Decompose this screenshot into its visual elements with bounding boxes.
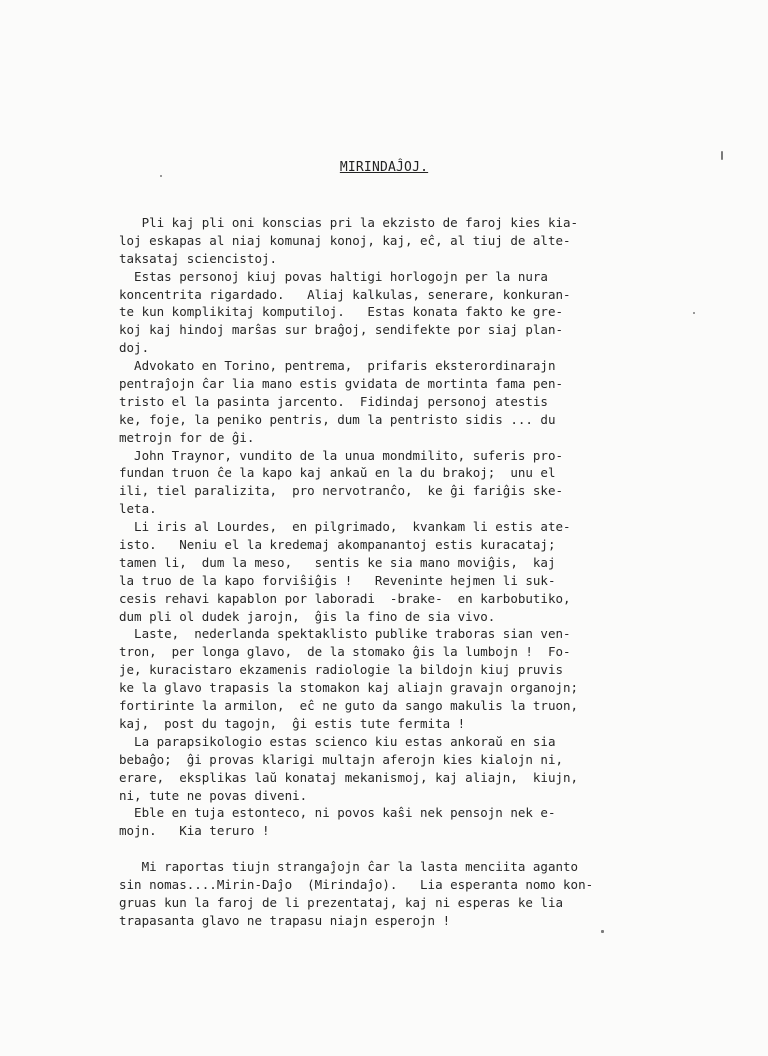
scan-speck [601,930,604,933]
text-line: taksataj sciencistoj. [119,250,278,266]
text-line: Mi raportas tiujn strangaĵojn ĉar la lasta menciita aganto [119,859,579,875]
text-line: Eble en tuja estonteco, ni povos kaŝi nek pensojn nek e- [119,805,556,821]
text-line: cesis rehavi kapablon por laboradi -brake- en karbobutiko, [119,590,571,606]
page-title: MIRINDAĴOJ. [339,160,429,175]
text-line: koj kaj hindoj marŝas sur braĝoj, sendifekte por siaj plan- [119,322,564,338]
text-line: pentraĵojn ĉar lia mano estis gvidata de mortinta fama pen- [119,376,564,392]
text-line: sin nomas....Mirin-Daĵo (Mirindaĵo). Lia esperanta nomo kon- [119,876,594,892]
text-line: La parapsikologio estas scienco kiu estas ankoraŭ en sia [119,733,556,749]
text-line: erare, eksplikas laŭ konataj mekanismoj, kaj aliajn, kiujn, [119,769,579,785]
text-line: Advokato en Torino, pentrema, prifaris eksterordinarajn [119,358,556,374]
text-line: ke, foje, la peniko pentris, dum la pentristo sidis ... du [119,411,556,427]
text-line: metrojn for de ĝi. [119,429,255,445]
text-line: tamen li, dum la meso, sentis ke sia mano moviĝis, kaj [119,554,556,570]
text-line: la truo de la kapo forviŝiĝis ! Reveninte hejmen li suk- [119,572,556,588]
text-line: dum pli ol dudek jarojn, ĝis la fino de sia vivo. [119,608,496,624]
text-line: tron, per longa glavo, de la stomako ĝis la lumbojn ! Fo- [119,644,571,660]
text-line: loj eskapas al niaj komunaj konoj, kaj, eĉ, al tiuj de alte- [119,232,571,248]
text-line: ili, tiel paralizita, pro nervotranĉo, ke ĝi fariĝis ske- [119,483,564,499]
text-line: fortirinte la armilon, eĉ ne guto da sango makulis la truon, [119,698,579,714]
scan-speck [160,175,162,177]
text-line [119,840,709,858]
text-line: John Traynor, vundito de la unua mondmilito, suferis pro- [119,447,564,463]
scan-speck [721,151,723,160]
text-line: je, kuracistaro ekzamenis radiologie la bildojn kiuj pruvis [119,662,564,678]
text-line: Laste, nederlanda spektaklisto publike traboras sian ven- [119,626,571,642]
body-text [119,214,709,930]
text-line: te kun komplikitaj komputiloj. Estas konata fakto ke gre- [119,304,564,320]
text-line: fundan truon ĉe la kapo kaj ankaŭ en la du brakoj; unu el [119,465,556,481]
text-line: koncentrita rigardado. Aliaj kalkulas, senerare, konkuran- [119,286,571,302]
scan-speck [693,312,695,314]
text-line: Pli kaj pli oni konscias pri la ekzisto de faroj kies kia- [119,215,579,230]
text-line: ni, tute ne povas diveni. [119,787,308,803]
text-line: leta. [119,501,157,517]
text-line: ke la glavo trapasis la stomakon kaj aliajn gravajn organojn; [119,680,579,696]
text-line: bebaĝo; ĝi provas klarigi multajn aferojn kies kialojn ni, [119,751,564,767]
text-line: doj. [119,340,150,356]
text-line: kaj, post du tagojn, ĝi estis tute fermita ! [119,715,466,731]
text-line: gruas kun la faroj de li prezentataj, kaj ni esperas ke lia [119,894,564,910]
text-line: Estas personoj kiuj povas haltigi horlogojn per la nura [119,268,548,284]
text-line: tristo el la pasinta jarcento. Fidindaj personoj atestis [119,393,548,409]
text-line: mojn. Kia teruro ! [119,823,270,839]
text-line: Li iris al Lourdes, en pilgrimado, kvankam li estis ate- [119,519,571,535]
text-line: trapasanta glavo ne trapasu niajn esperojn ! [119,912,451,928]
text-line: isto. Neniu el la kredemaj akompanantoj estis kuracataj; [119,537,556,553]
